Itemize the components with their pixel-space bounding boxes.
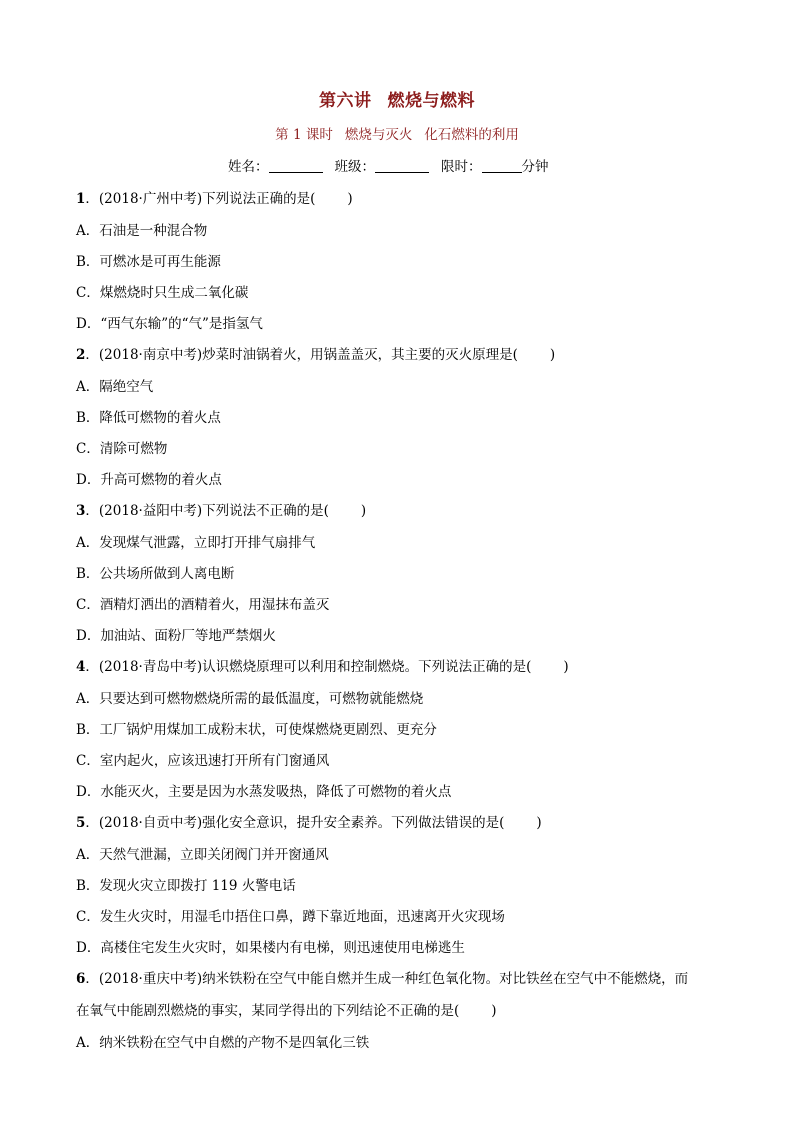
class-label: 班级： <box>334 159 375 175</box>
option-b: B．发现火灾立即拨打 119 火警电话 <box>76 878 296 894</box>
page-subtitle <box>0 123 794 143</box>
option-d: D．“西气东输”的“气”是指氢气 <box>76 316 263 332</box>
lecture-topic: 燃烧与燃料 <box>387 91 475 111</box>
question-6: 6．(2018·重庆中考)纳米铁粉在空气中能自燃并生成一种红色氧化物。对比铁丝在空气中不能燃烧，而 <box>76 971 689 987</box>
time-unit: 分钟 <box>521 159 549 175</box>
option-d: D．升高可燃物的着火点 <box>76 472 222 488</box>
name-blank[interactable] <box>269 158 323 173</box>
option-d: D．高楼住宅发生火灾时，如果楼内有电梯，则迅速使用电梯逃生 <box>76 940 465 956</box>
option-b: B．工厂锅炉用煤加工成粉末状，可使煤燃烧更剧烈、更充分 <box>76 722 437 738</box>
question-1: 1．(2018·广州中考)下列说法正确的是( ) <box>76 191 353 207</box>
option-a: A．天然气泄漏，立即关闭阀门并开窗通风 <box>76 847 329 863</box>
option-c: C．酒精灯洒出的酒精着火，用湿抹布盖灭 <box>76 597 330 613</box>
page-title <box>0 86 794 111</box>
question-stem: ．(2018·重庆中考)纳米铁粉在空气中能自燃并生成一种红色氧化物。对比铁丝在空气中不能燃烧，而 <box>85 971 689 987</box>
class-blank[interactable] <box>375 158 429 173</box>
option-d: D．水能灭火，主要是因为水蒸发吸热，降低了可燃物的着火点 <box>76 784 452 800</box>
option-a: A．发现煤气泄露，立即打开排气扇排气 <box>76 535 316 551</box>
question-stem: ．(2018·广州中考)下列说法正确的是( <box>85 191 316 207</box>
lecture-number: 第六讲 <box>319 91 372 111</box>
question-4: 4．(2018·青岛中考)认识燃烧原理可以利用和控制燃烧。下列说法正确的是( ) <box>76 659 569 675</box>
option-a: A．纳米铁粉在空气中自燃的产物不是四氧化三铁 <box>76 1035 370 1051</box>
option-c: C．煤燃烧时只生成二氧化碳 <box>76 285 249 301</box>
option-b: B．可燃冰是可再生能源 <box>76 254 221 270</box>
student-info-line <box>228 155 549 175</box>
question-6-stem-line2: 在氧气中能剧烈燃烧的事实，某同学得出的下列结论不正确的是( ) <box>76 1003 497 1019</box>
option-a: A．石油是一种混合物 <box>76 223 208 239</box>
option-b: B．公共场所做到人离电断 <box>76 566 235 582</box>
option-d: D．加油站、面粉厂等地严禁烟火 <box>76 628 276 644</box>
option-a: A．只要达到可燃物燃烧所需的最低温度，可燃物就能燃烧 <box>76 691 424 707</box>
option-c: C．发生火灾时，用湿毛巾捂住口鼻，蹲下靠近地面，迅速离开火灾现场 <box>76 909 505 925</box>
option-c: C．室内起火，应该迅速打开所有门窗通风 <box>76 753 330 769</box>
question-3: 3．(2018·益阳中考)下列说法不正确的是( ) <box>76 503 367 519</box>
lesson-topic-1: 燃烧与灭火 <box>344 127 413 143</box>
option-c: C．清除可燃物 <box>76 441 168 457</box>
name-label: 姓名： <box>228 159 269 175</box>
time-blank[interactable] <box>482 158 522 173</box>
question-stem: ．(2018·青岛中考)认识燃烧原理可以利用和控制燃烧。下列说法正确的是( <box>85 659 532 675</box>
option-a: A．隔绝空气 <box>76 379 154 395</box>
lesson-topic-2: 化石燃料的利用 <box>424 127 519 143</box>
question-5: 5．(2018·自贡中考)强化安全意识，提升安全素养。下列做法错误的是( ) <box>76 815 542 831</box>
option-b: B．降低可燃物的着火点 <box>76 410 221 426</box>
question-stem: ．(2018·自贡中考)强化安全意识，提升安全素养。下列做法错误的是( <box>85 815 505 831</box>
question-2: 2．(2018·南京中考)炒菜时油锅着火，用锅盖盖灭，其主要的灭火原理是( ) <box>76 347 556 363</box>
question-stem: ．(2018·南京中考)炒菜时油锅着火，用锅盖盖灭，其主要的灭火原理是( <box>85 347 518 363</box>
question-stem: ．(2018·益阳中考)下列说法不正确的是( <box>85 503 329 519</box>
lesson-number: 第 1 课时 <box>275 127 333 143</box>
time-label: 限时： <box>441 159 482 175</box>
